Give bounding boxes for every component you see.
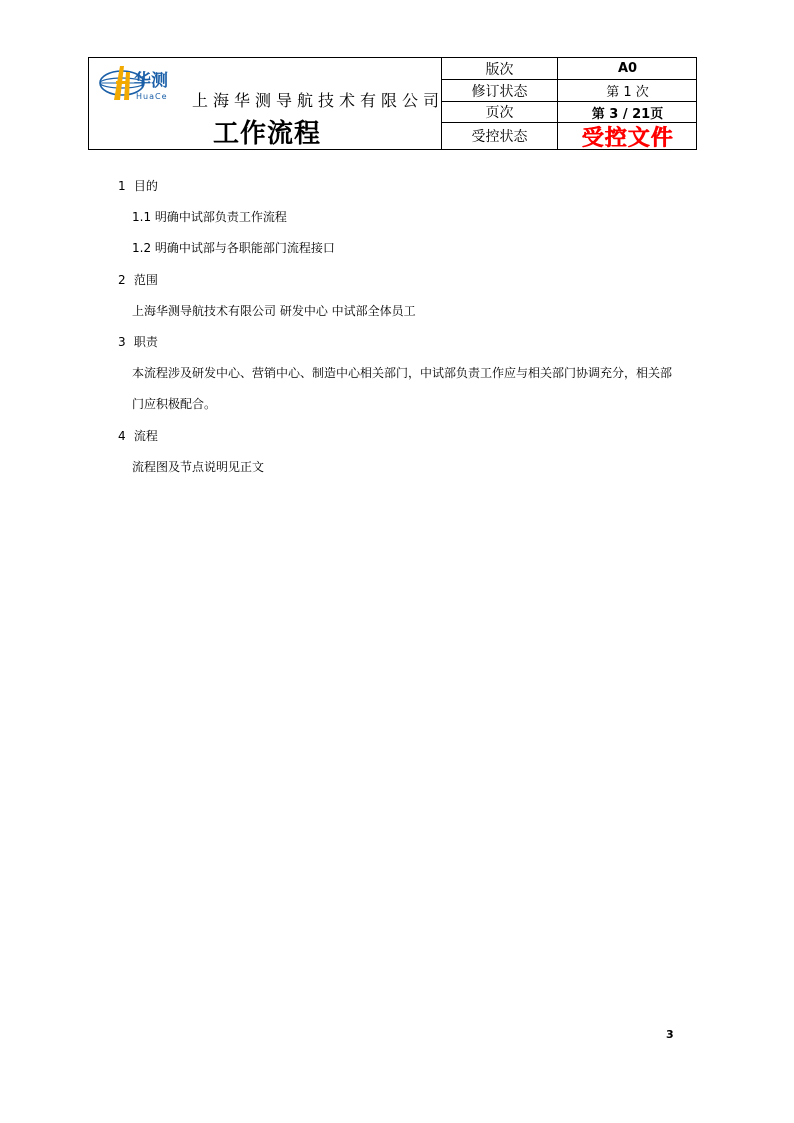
header-title-cell <box>89 58 445 149</box>
section-line: 1.1 明确中试部负责工作流程 <box>132 210 287 224</box>
section-number: 2 <box>118 273 126 287</box>
meta-row-control <box>442 123 697 149</box>
meta-value-page: 第 3 / 21页 <box>591 106 664 122</box>
meta-value-control <box>558 123 697 149</box>
section-heading <box>118 271 158 288</box>
section-line: 上海华测导航技术有限公司 研发中心 中试部全体员工 <box>132 304 416 318</box>
section-line: 门应积极配合。 <box>132 397 217 411</box>
section-title: 职责 <box>133 335 158 349</box>
controlled-document-stamp: 受控文件 <box>581 125 674 151</box>
section-title: 范围 <box>133 273 158 287</box>
section-number: 4 <box>118 429 126 443</box>
section-title: 目的 <box>133 179 158 193</box>
page-number: 3 <box>666 1028 674 1041</box>
document-meta-table <box>442 58 697 149</box>
document-header <box>88 57 697 150</box>
meta-label-revision: 修订状态 <box>442 80 558 101</box>
meta-row-edition <box>442 58 697 80</box>
meta-label-control: 受控状态 <box>442 123 558 149</box>
meta-label-page: 页次 <box>442 102 558 122</box>
section-line: 流程图及节点说明见正文 <box>132 460 265 474</box>
meta-label-edition: 版次 <box>442 58 558 79</box>
section-line: 本流程涉及研发中心、营销中心、制造中心相关部门，中试部负责工作应与相关部门协调充分，相关部 <box>132 366 673 380</box>
meta-value-edition: A0 <box>617 61 638 76</box>
meta-value-revision: 第 1 次 <box>606 85 649 100</box>
section-line: 1.2 明确中试部与各职能部门流程接口 <box>132 241 335 255</box>
company-name: 上海华测导航技术有限公司 <box>192 91 445 110</box>
section-heading <box>118 177 158 194</box>
meta-row-revision <box>442 80 697 102</box>
section-number: 1 <box>118 179 126 193</box>
section-heading <box>118 427 158 444</box>
section-title: 流程 <box>133 429 158 443</box>
logo-brand-en: HuaCe <box>136 92 168 101</box>
company-logo <box>98 62 186 104</box>
section-number: 3 <box>118 335 126 349</box>
logo-brand-cn: 华测 <box>134 71 168 91</box>
document-title: 工作流程 <box>213 119 322 149</box>
section-heading <box>118 333 158 350</box>
